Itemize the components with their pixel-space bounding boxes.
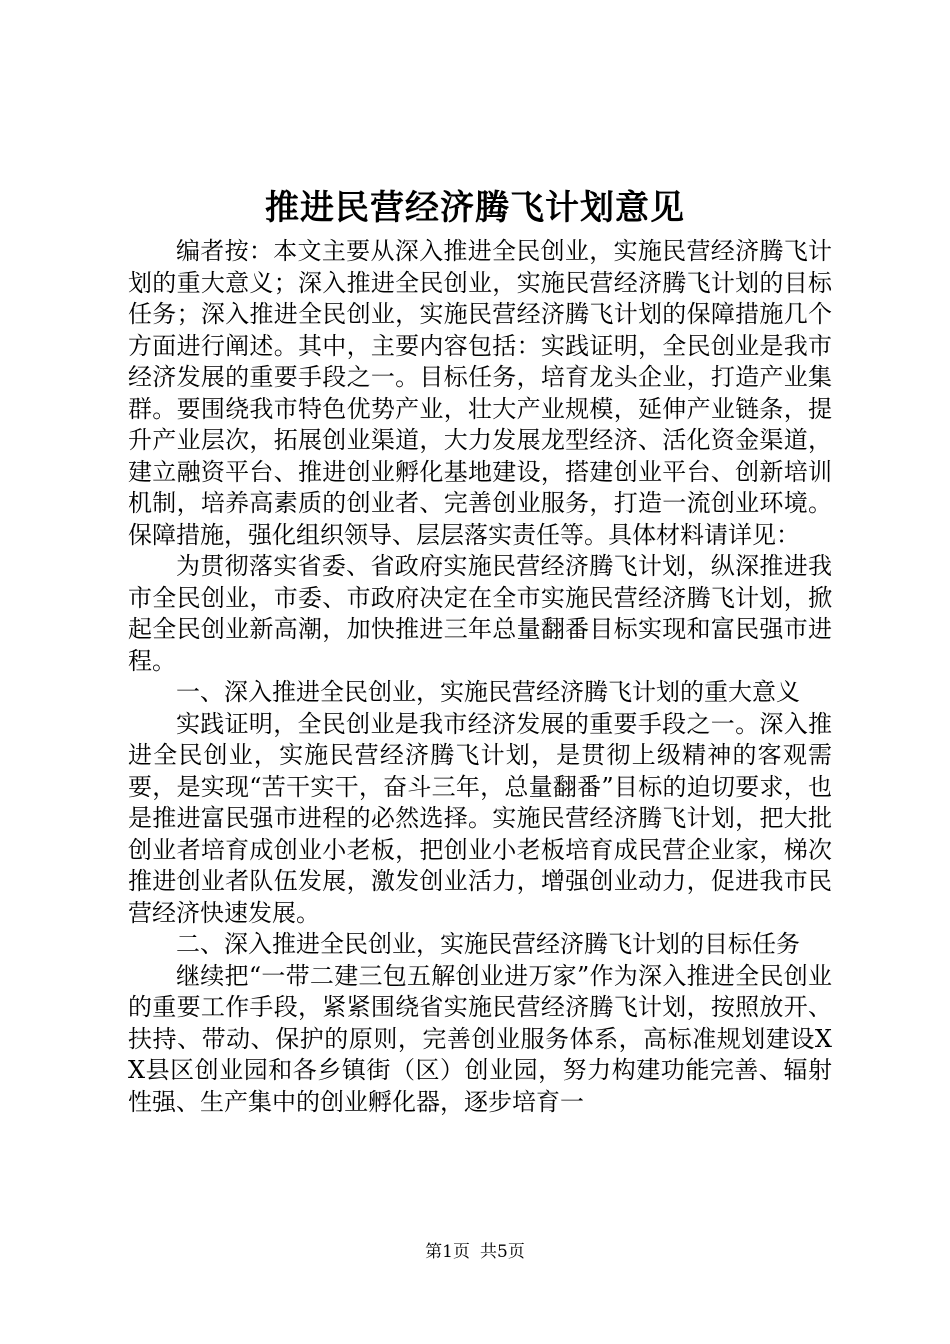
page-footer [0, 1240, 950, 1264]
document-body [128, 236, 832, 1118]
paragraph-intro: 为贯彻落实省委、省政府实施民营经济腾飞计划，纵深推进我市全民创业，市委、市政府决定在全市实施民营经济腾飞计划，掀起全民创业新高潮，加快推进三年总量翻番目标实现和富民强市进程。 [128, 552, 832, 675]
paragraph-tasks: 继续把“一带二建三包五解创业进万家”作为深入推进全民创业的重要工作手段，紧紧围绕省实施民营经济腾飞计划，按照放开、扶持、带动、保护的原则，完善创业服务体系，高标准规划建设XX县区创业园和各乡镇街（区）创业园，努力构建功能完善、辐射性强、生产集中的创业孵化器，逐步培育一 [128, 961, 832, 1116]
section-heading-2: 二、深入推进全民创业，实施民营经济腾飞计划的目标任务 [176, 930, 800, 958]
paragraph-significance: 实践证明，全民创业是我市经济发展的重要手段之一。深入推进全民创业，实施民营经济腾飞计划，是贯彻上级精神的客观需要，是实现“苦干实干，奋斗三年，总量翻番”目标的迫切要求，也是推进富民强市进程的必然选择。实施民营经济腾飞计划，把大批创业者培育成创业小老板，把创业小老板培育成民营企业家，梯次推进创业者队伍发展，激发创业活力，增强创业动力，促进我市民营经济快速发展。 [128, 709, 832, 927]
page-number: 第1页 [425, 1242, 470, 1262]
paragraph-editor-note: 编者按：本文主要从深入推进全民创业，实施民营经济腾飞计划的重大意义；深入推进全民创业，实施民营经济腾飞计划的目标任务；深入推进全民创业，实施民营经济腾飞计划的保障措施几个方面进行阐述。其中，主要内容包括：实践证明，全民创业是我市经济发展的重要手段之一。目标任务，培育龙头企业，打造产业集群。要围绕我市特色优势产业，壮大产业规模，延伸产业链条，提升产业层次，拓展创业渠道，大力发展龙型经济、活化资金渠道，建立融资平台、推进创业孵化基地建设，搭建创业平台、创新培训机制，培养高素质的创业者、完善创业服务，打造一流创业环境。保障措施，强化组织领导、层层落实责任等。具体材料请详见： [128, 237, 832, 549]
section-heading-1: 一、深入推进全民创业，实施民营经济腾飞计划的重大意义 [176, 678, 800, 706]
page-total: 共5页 [480, 1242, 525, 1262]
document-title: 推进民营经济腾飞计划意见 [265, 188, 685, 228]
